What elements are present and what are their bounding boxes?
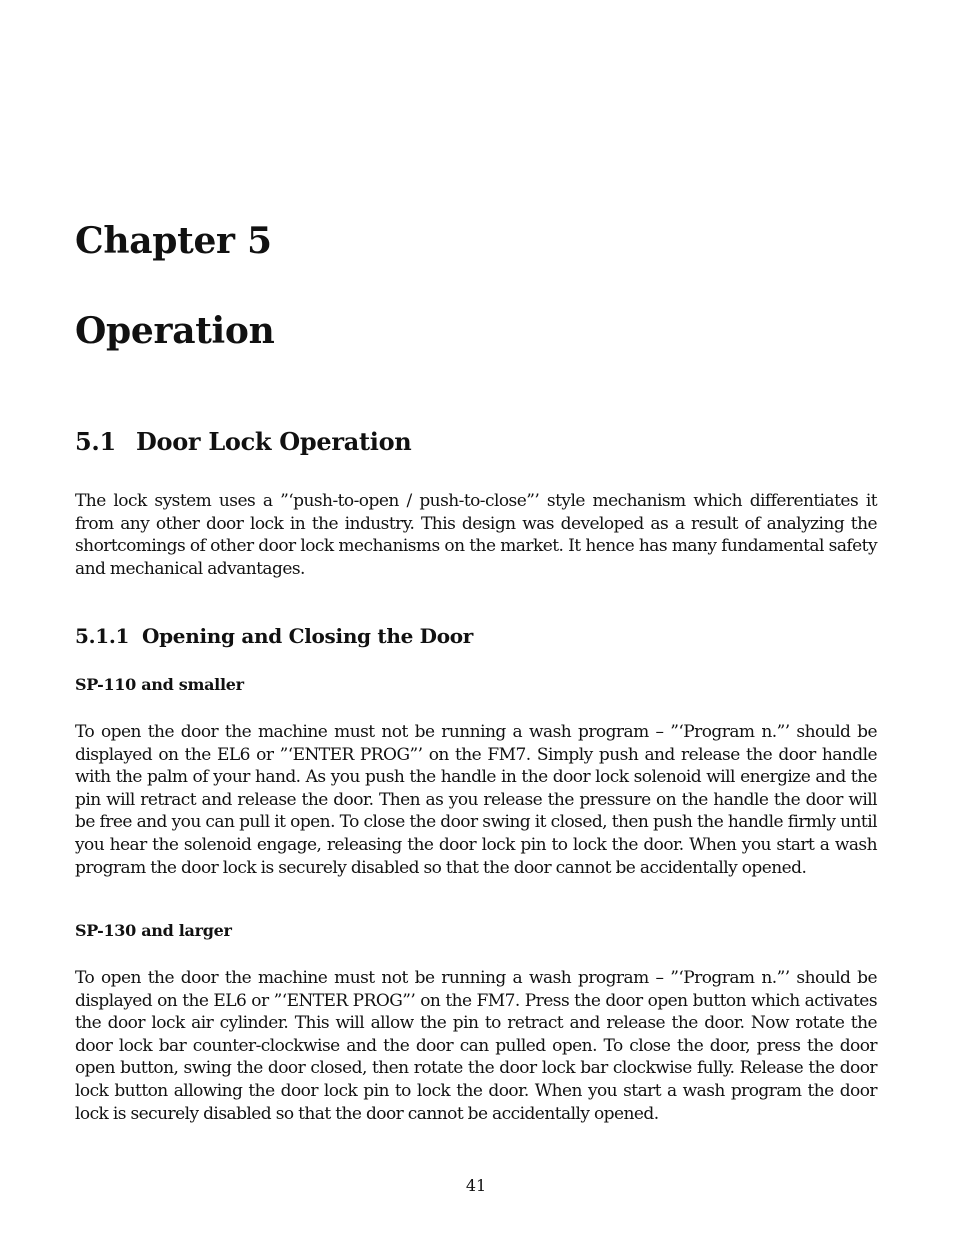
section-title: Door Lock Operation xyxy=(136,427,412,456)
paragraph-sp110: To open the door the machine must not be running a wash program – ”‘Program n.”’ should be displayed on the EL6 or ”‘ENTER PROG”’ on the FM7. Simply push and release the door handle with the palm of your hand. As you push the handle in the door lock solenoid will energize and the pin will retract and release the door. Then as you release the pressure on the handle the door will be free and you can pull it open. To close the door swing it closed, then push the handle firmly until you hear the solenoid engage, releasing the door lock pin to lock the door. When you start a wash program the door lock is securely disabled so that the door cannot be accidentally opened. xyxy=(75,722,877,878)
section-heading xyxy=(75,426,411,458)
section-number: 5.1 xyxy=(75,427,116,456)
section-intro-paragraph: The lock system uses a ”‘push-to-open / push-to-close”’ style mechanism which differentiates it from any other door lock in the industry. This design was developed as a result of analyzing the shortcomings of other door lock mechanisms on the market. It hence has many fundamental safety and mechanical advantages. xyxy=(75,491,877,579)
subsection-heading xyxy=(75,622,473,650)
subsection-title: Opening and Closing the Door xyxy=(142,624,474,648)
page-number: 41 xyxy=(465,1176,487,1195)
subsection-number: 5.1.1 xyxy=(75,624,130,648)
paragraph-sp130: To open the door the machine must not be running a wash program – ”‘Program n.”’ should be displayed on the EL6 or ”‘ENTER PROG”’ on the FM7. Press the door open button which activates the door lock air cylinder. This will allow the pin to retract and release the door. Now rotate the door lock bar counter-clockwise and the door can pulled open. To close the door, press the door open button, swing the door closed, then rotate the door lock bar clockwise fully. Release the door lock button allowing the door lock pin to lock the door. When you start a wash program the door lock is securely disabled so that the door cannot be accidentally opened. xyxy=(75,968,877,1124)
paragraph-heading-sp110: SP-110 and smaller xyxy=(75,675,244,694)
paragraph-heading-sp130: SP-130 and larger xyxy=(75,921,232,940)
chapter-label: Chapter 5 xyxy=(75,220,272,262)
chapter-title: Operation xyxy=(75,310,275,352)
